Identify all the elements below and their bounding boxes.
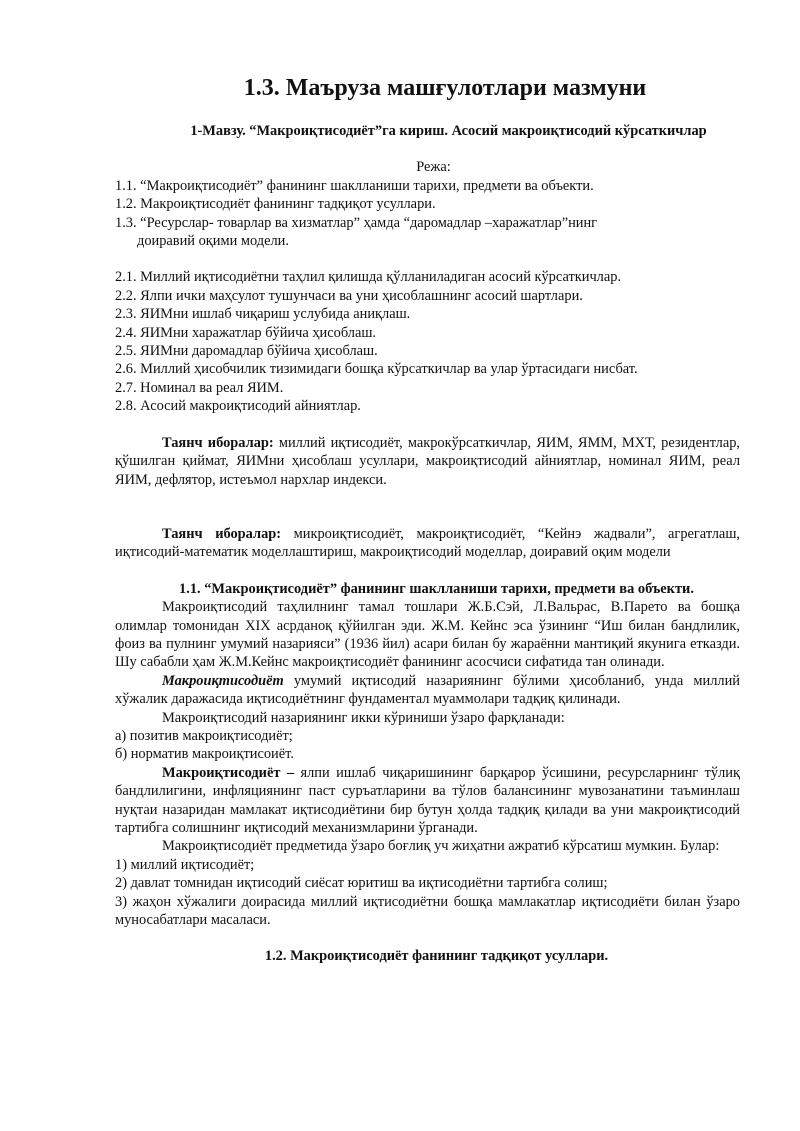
plan-list-group-1 — [115, 177, 740, 251]
keywords-paragraph-2 — [115, 525, 740, 562]
paragraph-text: умумий иқтисодий назариянинг бўлими ҳисобланиб, унда миллий хўжалик даражасида иқтисодиётнинг фундаментал муаммолари тадқиқ қилинади. — [115, 672, 740, 708]
plan-item-continuation: доиравий оқими модели. — [137, 233, 289, 250]
plan-item: 2.1. Миллий иқтисодиётни таҳлил қилишда қўлланиладиган асосий кўрсаткичлар. — [115, 269, 622, 286]
paragraph — [115, 672, 740, 709]
list-item: а) позитив макроиқтисодиёт; — [115, 727, 293, 744]
plan-list-group-2 — [115, 268, 740, 415]
plan-item: 2.7. Номинал ва реал ЯИМ. — [115, 379, 284, 396]
spacer — [115, 489, 740, 525]
defined-term: Макроиқтисодиёт – — [162, 764, 295, 781]
page-title: 1.3. Маъруза машғулотлари мазмуни — [243, 75, 647, 101]
paragraph — [115, 764, 740, 838]
plan-item: 2.6. Миллий ҳисобчилик тизимидаги бошқа кўрсаткичлар ва улар ўртасидаги нисбат. — [115, 361, 638, 378]
keywords-label: Таянч иборалар: — [162, 525, 282, 542]
list-item: 3) жаҳон хўжалиги доирасида миллий иқтисодиётни бошқа мамлакатлар иқтисодиёти билан ўзаро муносабатлари масаласи. — [115, 893, 740, 929]
paragraph: Макроиқтисодиёт предметида ўзаро боғлиқ уч жиҳатни ажратиб кўрсатиш мумкин. Булар: — [162, 838, 720, 855]
topic-title: 1-Мавзу. “Макроиқтисодиёт”га кириш. Асосий макроиқтисодий кўрсаткичлар — [190, 123, 707, 139]
paragraph: Макроиқтисодий таҳлилнинг тамал тошлари Ж.Б.Сэй, Л.Вальрас, В.Парето ва бошқа олимлар томонидан XIX асрданоқ қўйилган эди. Ж.М. Кейнс эса ўзининг “Иш билан бандлилик, фоиз ва пулнинг умумий назарияси” (1936 йил) асари билан бу жараённи мантиқий якунига етказди. Шу сабабли ҳам Ж.М.Кейнс макроиқтисодиёт фанининг асосчиси сифатида тан олинади. — [115, 599, 740, 671]
plan-item: 1.2. Макроиқтисодиёт фанининг тадқиқот усуллари. — [115, 196, 436, 213]
section-heading-1-1: 1.1. “Макроиқтисодиёт” фанининг шаклланиши тарихи, предмети ва объекти. — [179, 580, 694, 597]
keywords-paragraph-1 — [115, 434, 740, 489]
plan-item: 2.2. Ялпи ички маҳсулот тушунчаси ва уни ҳисоблашнинг асосий шартлари. — [115, 287, 583, 304]
section-heading-1-2: 1.2. Макроиқтисодиёт фанининг тадқиқот усуллари. — [264, 948, 609, 965]
spacer — [115, 416, 740, 434]
defined-term: Макроиқтисодиёт — [162, 672, 284, 689]
list-item: б) норматив макроиқтисоиёт. — [115, 746, 294, 763]
paragraph-text: ялпи ишлаб чиқаришининг барқарор ўсишини, ресурсларнинг тўлиқ бандлилигини, инфляциянинг паст суръатларини ва тўлов балансининг мувозанатини таъминлаш нуқтаи назаридан мамлакат иқтисодиётини бир бутун ҳолда тадқиқ қилади ва уни макроиқтисодий тартибга солишнинг иқтисодий механизмларини ўрганади. — [115, 764, 740, 836]
plan-heading: Режа: — [416, 159, 451, 176]
plan-item: 1.1. “Макроиқтисодиёт” фанининг шаклланиши тарихи, предмети ва объекти. — [115, 177, 594, 194]
plan-item: 2.8. Асосий макроиқтисодий айниятлар. — [115, 398, 361, 415]
plan-item: 2.4. ЯИМни харажатлар бўйича ҳисоблаш. — [115, 324, 377, 341]
spacer — [115, 250, 740, 268]
spacer — [115, 562, 740, 580]
list-item: 1) миллий иқтисодиёт; — [115, 856, 255, 873]
plan-item: 1.3. “Ресурслар- товарлар ва хизматлар” ҳамда “даромадлар –харажатлар”нинг — [115, 214, 598, 231]
plan-item: 2.5. ЯИМни даромадлар бўйича ҳисоблаш. — [115, 343, 378, 360]
list-item: 2) давлат томнидан иқтисодий сиёсат юритиш ва иқтисодиётни тартибга солиш; — [115, 875, 608, 892]
keywords-text: миллий иқтисодиёт, макрокўрсаткичлар, ЯИМ, ЯММ, МХТ, резидентлар, қўшилган қиймат, ЯИМни ҳисоблаш усуллари, макроиқтисодий айниятлар, номинал ЯИМ, реал ЯИМ, дефлятор, истеъмол нархлар индекси. — [115, 434, 740, 488]
spacer — [115, 929, 740, 947]
paragraph: Макроиқтисодий назариянинг икки кўриниши ўзаро фарқланади: — [162, 709, 565, 726]
plan-item: 2.3. ЯИМни ишлаб чиқариш услубида аниқлаш. — [115, 306, 411, 323]
keywords-text: микроиқтисодиёт, макроиқтисодиёт, “Кейнэ жадвали”, агрегатлаш, иқтисодий-математик моделлаштириш, макроиқтисодий моделлар, доиравий оқим модели — [115, 525, 741, 561]
keywords-label: Таянч иборалар: — [162, 434, 274, 451]
